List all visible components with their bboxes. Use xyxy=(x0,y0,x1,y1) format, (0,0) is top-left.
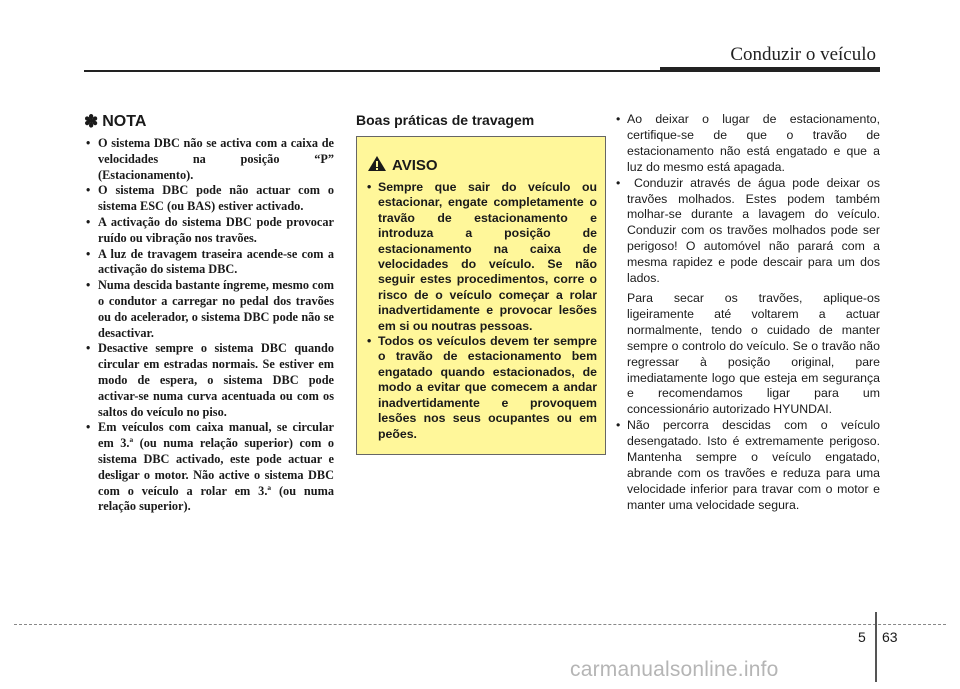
note-item: • O sistema DBC não se activa com a caixa de velocidades na posição “P” (Estacionamento). xyxy=(84,136,334,183)
body-item-text: Conduzir através de água pode deixar os travões molhados. Estes podem também molhar-se durante a lavagem do veículo. Conduzir com os travões molhados pode ser perigoso! O automóvel não parará com a mesma rapidez e pode descair para um dos lados. xyxy=(627,175,881,286)
header-title: Conduzir o veículo xyxy=(730,44,876,65)
note-item: • O sistema DBC pode não actuar com o sistema ESC (ou BAS) estiver activado. xyxy=(84,183,334,215)
footer-rule xyxy=(14,624,946,625)
warning-title xyxy=(367,155,597,176)
warning-list xyxy=(365,180,597,442)
star-cross-icon: ✽ xyxy=(84,112,99,131)
note-heading-label: NOTA xyxy=(102,113,147,130)
warning-triangle-icon xyxy=(367,155,387,176)
note-column xyxy=(84,112,334,515)
page-number: 63 xyxy=(882,629,898,645)
warning-title-label: AVISO xyxy=(392,157,438,174)
note-item: • Numa descida bastante íngreme, mesmo com o condutor a carregar no pedal dos travões ou do acelerador, o sistema DBC pode não se desactivar. xyxy=(84,278,334,341)
warning-item: • Sempre que sair do veículo ou estacionar, engate completamente o travão de estacionamento e introduza a posição de estacionamento na caixa de velocidades do veículo. Se não seguir estes procedimentos, corre o risco de o veículo começar a rolar inadvertidamente e provocar lesões em si ou noutras pessoas. xyxy=(365,180,597,334)
note-heading xyxy=(84,112,334,132)
body-item xyxy=(614,418,880,513)
note-item: • Desactive sempre o sistema DBC quando circular em estradas normais. Se estiver em modo de espera, o sistema DBC pode activar-se numa curva acentuada ou com os saltos do veículo no piso. xyxy=(84,341,334,420)
body-column xyxy=(614,112,880,514)
watermark: carmanualsonline.info xyxy=(570,658,779,681)
header-rule-accent xyxy=(660,67,880,72)
section-heading: Boas práticas de travagem xyxy=(356,112,535,128)
note-item: • A activação do sistema DBC pode provocar ruído ou vibração nos travões. xyxy=(84,215,334,247)
chapter-number: 5 xyxy=(858,629,866,645)
body-item xyxy=(614,112,880,176)
body-list xyxy=(614,112,880,514)
note-list xyxy=(84,136,334,515)
warning-item: • Todos os veículos devem ter sempre o travão de estacionamento bem engatado quando estacionados, de modo a evitar que comecem a andar inadvertidamente e provoquem lesões nos seus ocupantes ou em peões. xyxy=(365,334,597,442)
body-item-paragraph: Para secar os travões, aplique-os ligeiramente até voltarem a actuar normalmente, tendo o cuidado de manter sempre o controlo do veículo. Se o travão não regressar à posição original, pare imediatamente logo que esteja em segurança e recomendamos ligar para um concessionário autorizado HYUNDAI. xyxy=(627,290,880,417)
braking-column xyxy=(356,112,606,455)
warning-box xyxy=(356,136,606,455)
body-item-text: Não percorra descidas com o veículo desengatado. Isto é extremamente perigoso. Mantenha sempre o veículo engatado, abrande com os travões e reduza para uma velocidade inferior para travar com o motor e manter uma velocidade segura. xyxy=(627,418,880,512)
note-item: • A luz de travagem traseira acende-se com a activação do sistema DBC. xyxy=(84,247,334,279)
body-item-text: Ao deixar o lugar de estacionamento, certifique-se de que o travão de estacionamento não está engatado e que a luz do mesmo está apagada. xyxy=(627,112,880,174)
footer-page-divider xyxy=(875,612,877,682)
note-item: • Em veículos com caixa manual, se circular em 3.ª (ou numa relação superior) com o sistema DBC activado, este pode actuar e desligar o motor. Não active o sistema DBC com o veículo a rolar em 3.ª (ou numa relação superior). xyxy=(84,420,334,515)
body-item xyxy=(614,176,880,419)
